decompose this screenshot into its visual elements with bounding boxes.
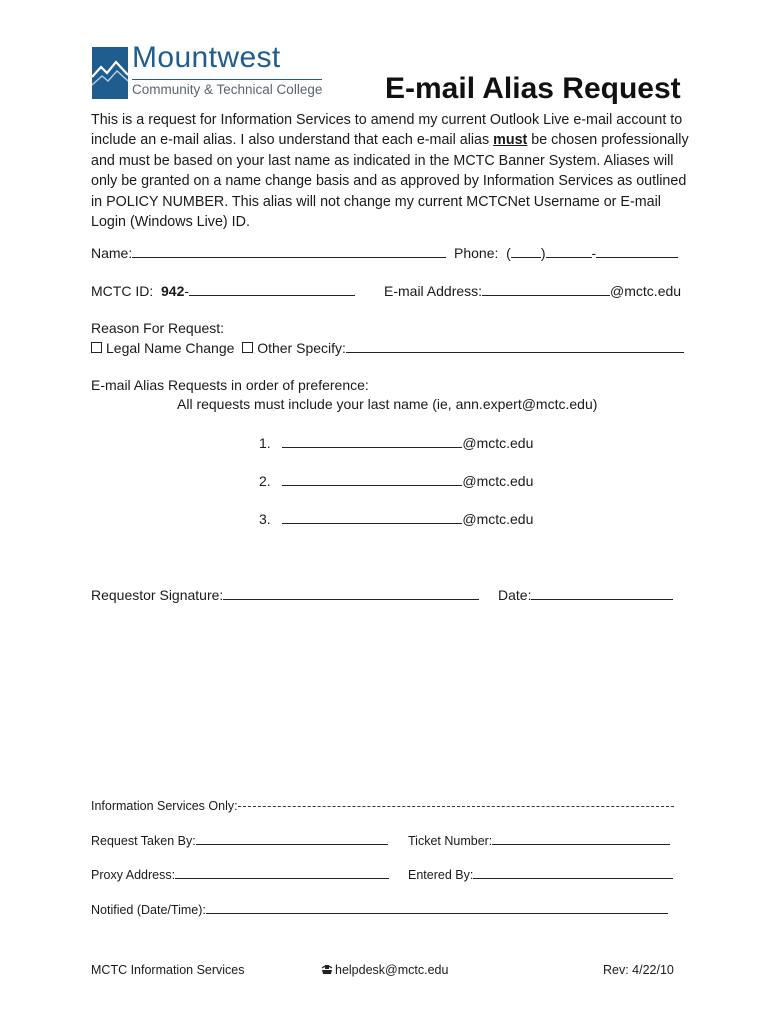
alias-item-1 <box>259 433 533 452</box>
phone-dash: - <box>591 245 597 261</box>
alias-item-3 <box>259 509 533 528</box>
intro-text-1: This is a request for Information Services to amend my current Outlook Live e-mail account to include an e-mail alias. I also understand that each e-mail alias <box>91 112 683 149</box>
phone-number-field[interactable] <box>596 243 678 258</box>
entered-label: Entered By: <box>408 868 474 882</box>
alias-field-3[interactable] <box>282 509 462 524</box>
date-row <box>498 585 673 604</box>
footer-helpdesk <box>321 961 448 979</box>
alias-number: 2. <box>259 473 271 489</box>
alias-note: All requests must include your last name (ie, ann.expert@mctc.edu) <box>177 396 598 412</box>
footer-revision: Rev: 4/22/10 <box>603 963 674 977</box>
logo-subtitle: Community & Technical College <box>132 82 323 97</box>
logo-divider <box>132 79 322 80</box>
alias-number: 3. <box>259 511 271 527</box>
phone-open-paren: ( <box>506 245 511 261</box>
office-heading: Information Services Only: <box>91 799 238 813</box>
helpdesk-email[interactable]: helpdesk@mctc.edu <box>335 963 449 977</box>
mctc-id-prefix: 942 <box>161 283 185 299</box>
intro-must: must <box>493 132 528 149</box>
request-taken-label: Request Taken By: <box>91 834 196 848</box>
page-title: E-mail Alias Request <box>385 72 681 105</box>
alias-field-2[interactable] <box>282 471 462 486</box>
phone-close-paren: ) <box>540 245 546 261</box>
request-taken-row <box>91 832 388 850</box>
signature-label: Requestor Signature: <box>91 587 224 603</box>
ticket-field[interactable] <box>492 832 670 845</box>
name-label: Name: <box>91 245 133 261</box>
other-specify-label: Other Specify: <box>257 340 346 356</box>
alias-number: 1. <box>259 435 271 451</box>
notified-row <box>91 901 668 919</box>
alias-domain: @mctc.edu <box>462 435 534 451</box>
alias-domain: @mctc.edu <box>462 511 534 527</box>
entered-row <box>408 866 673 884</box>
phone-icon <box>321 962 333 974</box>
mountain-logo-icon <box>92 47 128 99</box>
request-taken-field[interactable] <box>196 832 388 845</box>
logo-name: Mountwest <box>132 41 281 74</box>
college-logo <box>92 41 328 101</box>
mctc-id-label: MCTC ID: <box>91 283 154 299</box>
office-heading-row <box>91 797 674 815</box>
alias-heading: E-mail Alias Requests in order of preference: <box>91 377 369 393</box>
email-row <box>384 281 681 300</box>
reason-label: Reason For Request: <box>91 320 225 336</box>
email-domain: @mctc.edu <box>610 283 682 299</box>
legal-name-change-label: Legal Name Change <box>106 340 235 356</box>
reason-options <box>91 338 684 357</box>
other-specify-field[interactable] <box>346 338 684 353</box>
notified-label: Notified (Date/Time): <box>91 903 206 917</box>
phone-area-code-field[interactable] <box>511 243 541 258</box>
legal-name-change-checkbox[interactable] <box>91 342 102 353</box>
alias-item-2 <box>259 471 533 490</box>
other-reason-checkbox[interactable] <box>242 342 253 353</box>
proxy-label: Proxy Address: <box>91 868 176 882</box>
intro-paragraph <box>91 110 691 232</box>
notified-field[interactable] <box>206 901 668 914</box>
email-field[interactable] <box>482 281 610 296</box>
phone-row <box>454 243 678 262</box>
date-field[interactable] <box>531 585 673 600</box>
signature-field[interactable] <box>223 585 479 600</box>
email-label: E-mail Address: <box>384 283 483 299</box>
name-row <box>91 243 446 262</box>
entered-field[interactable] <box>473 866 673 879</box>
mctc-id-row <box>91 281 355 300</box>
proxy-field[interactable] <box>175 866 389 879</box>
intro-text-2: be chosen professionally and must be based on your last name as indicated in the MCTC Banner System. Aliases will only be granted on a name change basis and as approved by Information Services as outlined in POLICY NUMBER. This alias will not change my current MCTCNet Username or E-mail Login (Windows Live) ID. <box>91 132 689 231</box>
office-divider <box>238 805 674 807</box>
phone-label: Phone: <box>454 245 499 261</box>
name-field[interactable] <box>132 243 446 258</box>
date-label: Date: <box>498 587 532 603</box>
footer-department: MCTC Information Services <box>91 963 245 977</box>
ticket-label: Ticket Number: <box>408 834 493 848</box>
ticket-row <box>408 832 670 850</box>
phone-prefix-field[interactable] <box>546 243 592 258</box>
signature-row <box>91 585 479 604</box>
mctc-id-dash: - <box>184 283 190 299</box>
proxy-row <box>91 866 389 884</box>
mctc-id-field[interactable] <box>189 281 355 296</box>
alias-domain: @mctc.edu <box>462 473 534 489</box>
alias-field-1[interactable] <box>282 433 462 448</box>
